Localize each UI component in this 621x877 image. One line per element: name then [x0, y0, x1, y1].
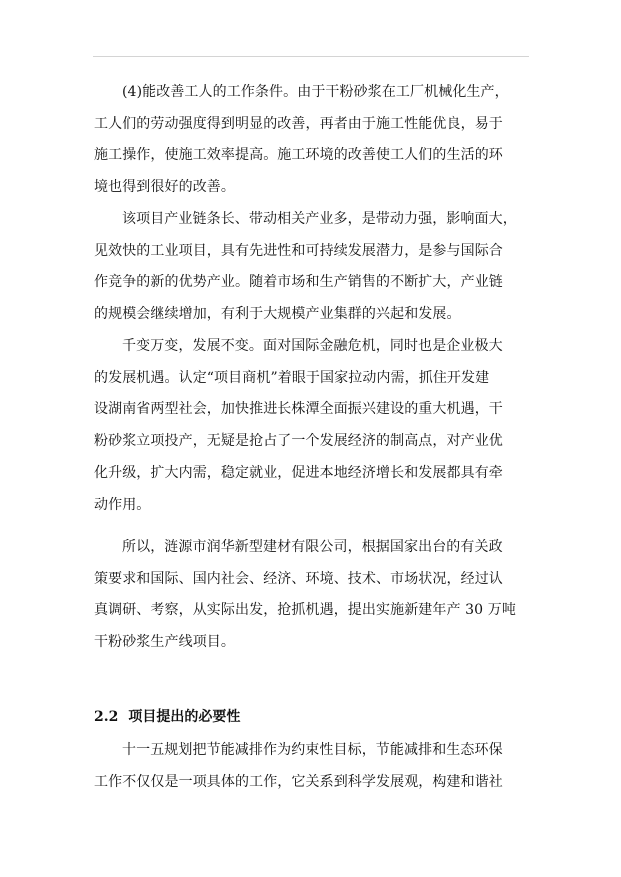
- paragraph-development-opportunity: [94, 331, 526, 521]
- paragraph-line: (4)能改善工人的工作条件。由于干粉砂浆在工厂机械化生产，: [122, 84, 509, 100]
- paragraph-industry-chain: [94, 204, 526, 331]
- paragraph-line: 真调研、考察，从实际出发，抢抓机遇，提出实施新建年产 30 万吨: [94, 602, 516, 619]
- paragraph-line: 设湖南省两型社会，加快推进长株潭全面振兴建设的重大机遇，干: [94, 401, 503, 418]
- paragraph-line: 千变万变，发展不变。面对国际金融危机，同时也是企业极大: [122, 338, 503, 354]
- paragraph-line: 施工操作，使施工效率提高。施工环境的改善使工人们的生活的环: [94, 147, 503, 164]
- paragraph-line: 该项目产业链条长、带动相关产业多，是带动力强，影响面大，: [122, 211, 517, 227]
- paragraph-line: 见效快的工业项目，具有先进性和可持续发展潜力，是参与国际合: [94, 242, 503, 259]
- paragraph-line: 境也得到很好的改善。: [94, 179, 235, 196]
- paragraph-company-project: [94, 532, 526, 659]
- section-heading: [94, 703, 240, 731]
- paragraph-line: 作竞争的新的优势产业。随着市场和生产销售的不断扩大，产业链: [94, 274, 503, 291]
- section-number: 2.2: [94, 709, 119, 725]
- paragraph-line: 化升级，扩大内需，稳定就业，促进本地经济增长和发展都具有牵: [94, 464, 503, 481]
- paragraph-energy-saving: [94, 735, 526, 798]
- paragraph-line: 干粉砂浆生产线项目。: [94, 634, 235, 651]
- paragraph-line: 工人们的劳动强度得到明显的改善，再者由于施工性能优良，易于: [94, 115, 503, 132]
- header-rule: [93, 56, 529, 57]
- paragraph-line: 十一五规划把节能减排作为约束性目标，节能减排和生态环保: [122, 742, 503, 758]
- paragraph-line: 的发展机遇。认定“项目商机”着眼于国家拉动内需，抓住开发建: [94, 369, 490, 386]
- paragraph-line: 策要求和国际、国内社会、经济、环境、技术、市场状况，经过认: [94, 570, 503, 587]
- section-title: 项目提出的必要性: [128, 709, 241, 725]
- paragraph-line: 动作用。: [94, 496, 151, 513]
- paragraph-line: 的规模会继续增加，有利于大规模产业集群的兴起和发展。: [94, 306, 461, 323]
- paragraph-line: 工作不仅仅是一项具体的工作，它关系到科学发展观，构建和谐社: [94, 773, 503, 790]
- paragraph-working-conditions: [94, 77, 526, 204]
- paragraph-line: 所以，涟源市润华新型建材有限公司，根据国家出台的有关政: [122, 539, 503, 555]
- paragraph-line: 粉砂浆立项投产，无疑是抢占了一个发展经济的制高点，对产业优: [94, 433, 503, 450]
